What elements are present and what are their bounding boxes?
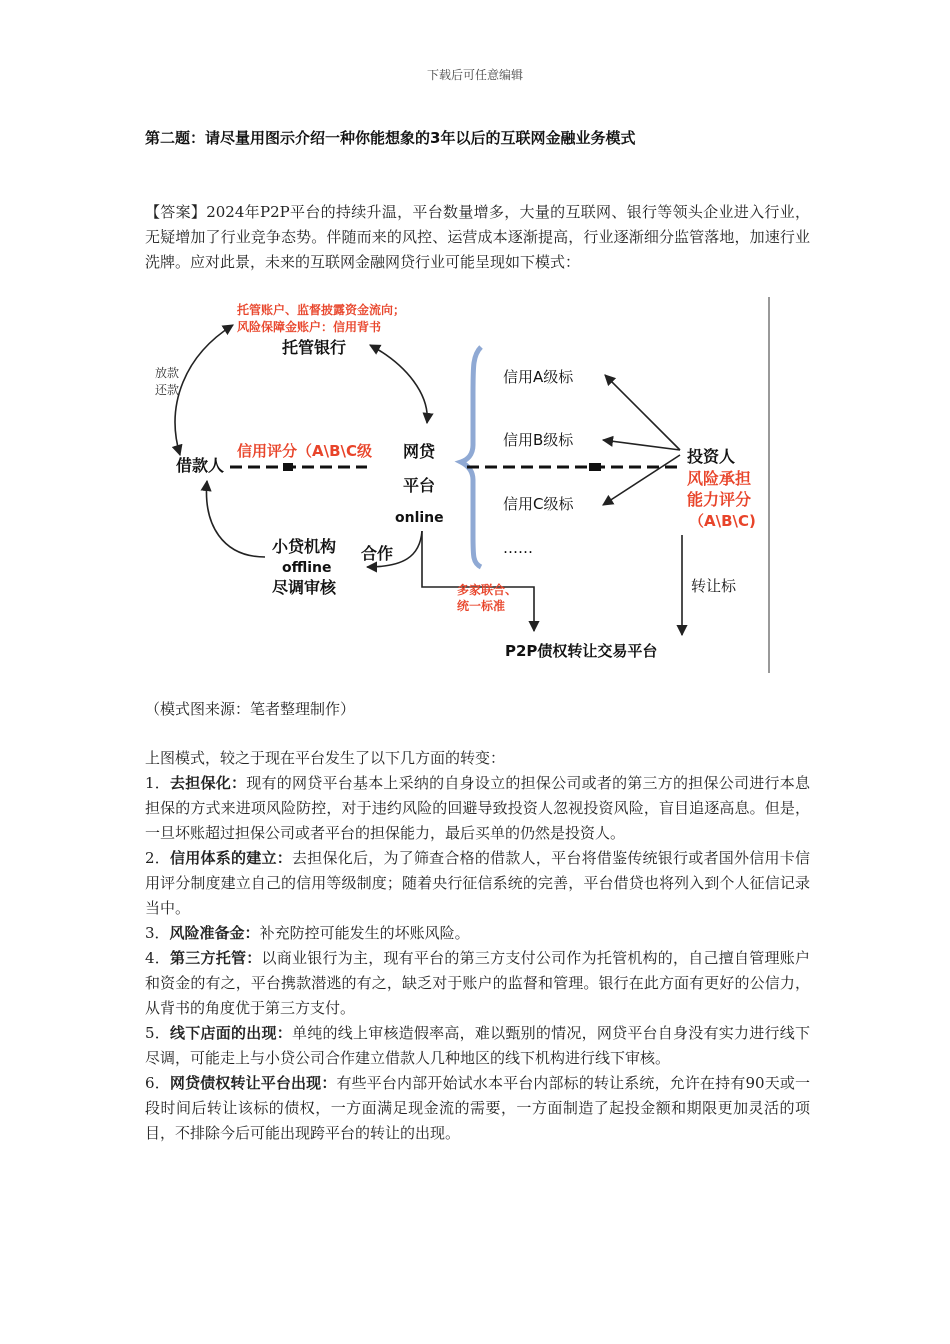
list-item [145, 846, 810, 921]
microloan-label-3: 尽调审核 [272, 578, 337, 597]
item-text: 有些平台内部开始试水本平台内部标的转让系统，允许在持有90天或一段时间后转让该标的债权，一方面满足现金流的需要，一方面制造了起投金额和期限更加灵活的项目，不排除今后可能出现跨平台的转让的出现。 [145, 1074, 810, 1142]
answer-paragraph: 【答案】2024年P2P平台的持续升温，平台数量增多，大量的互联网、银行等领头企业进入行业，无疑增加了行业竞争态势。伴随而来的风控、运营成本逐渐提高，行业逐渐细分监管落地，加速行业洗牌。应对此景，未来的互联网金融网贷行业可能呈现如下模式： [145, 203, 810, 271]
dash-block-right [589, 463, 601, 471]
item-heading: 去担保化： [170, 774, 247, 792]
item-number: 5． [145, 1024, 171, 1042]
list-item [145, 946, 810, 1021]
credit-score-label: 信用评分（A\B\C级 [237, 442, 373, 460]
platform-label-3: online [395, 510, 444, 526]
item-text: 单纯的线上审核造假率高，难以甄别的情况，网贷平台自身没有实力进行线下尽调，可能走上与小贷公司合作建立借款人几种地区的线下机构进行线下审核。 [145, 1024, 810, 1067]
union-label-2: 统一标准 [457, 599, 506, 613]
investor-tier-c-arrow [603, 455, 680, 505]
loan-label: 放款 [155, 366, 180, 380]
list-item [145, 1021, 810, 1071]
microloan-label-2: offline [282, 560, 332, 576]
changes-section [145, 746, 810, 1146]
tier-a-label: 信用A级标 [503, 368, 574, 386]
dash-block-left [283, 463, 293, 471]
tier-more-label: …… [503, 539, 533, 557]
diagram-caption: （模式图来源：笔者整理制作） [145, 700, 356, 718]
cooperate-label: 合作 [361, 544, 394, 563]
microloan-label-1: 小贷机构 [272, 537, 337, 556]
bank-platform-arrow [370, 345, 427, 423]
platform-label-2: 平台 [403, 476, 436, 495]
item-heading: 风险准备金： [169, 924, 260, 942]
item-heading: 信用体系的建立： [170, 849, 292, 867]
trustee-note-2: 风险保障金账户：信用背书 [237, 320, 382, 334]
item-number: 4． [145, 949, 171, 967]
risk-label-3: （A\B\C) [689, 512, 756, 530]
item-text: 去担保化后，为了筛查合格的借款人，平台将借鉴传统银行或者国外信用卡信用评分制度建立自己的信用等级制度；随着央行征信系统的完善，平台借贷也将列入到个人征信记录当中。 [145, 849, 810, 917]
changes-intro: 上图模式，较之于现在平台发生了以下几方面的转变： [145, 749, 506, 767]
item-number: 3． [145, 924, 170, 942]
item-heading: 网贷债权转让平台出现： [169, 1074, 337, 1092]
risk-label-2: 能力评分 [687, 490, 752, 509]
trustee-bank-label: 托管银行 [282, 338, 347, 357]
investor-label: 投资人 [687, 447, 736, 466]
list-item [145, 771, 810, 846]
item-heading: 线下店面的出现： [170, 1024, 292, 1042]
item-heading: 第三方托管： [170, 949, 262, 967]
exchange-label: P2P债权转让交易平台 [505, 642, 658, 660]
microloan-borrower-arrow [206, 481, 265, 557]
list-item [145, 921, 810, 946]
platform-label-1: 网贷 [403, 442, 436, 461]
item-number: 6． [145, 1074, 170, 1092]
item-text: 以商业银行为主，现有平台的第三方支付公司作为托管机构的，自己擅自管理账户和资金的有之，平台携款潜逃的有之，缺乏对于账户的监督和管理。银行在此方面有更好的公信力，从背书的角度优于第三方支付。 [145, 949, 810, 1017]
question-title: 第二题：请尽量用图示介绍一种你能想象的3年以后的互联网金融业务模式 [145, 129, 636, 147]
item-number: 1． [145, 774, 171, 792]
page-header: 下载后可任意编辑 [426, 68, 523, 82]
trustee-note-1: 托管账户、监督披露资金流向； [237, 303, 406, 317]
item-text: 补充防控可能发生的坏账风险。 [259, 924, 470, 942]
borrower-label: 借款人 [176, 456, 225, 475]
tier-c-label: 信用C级标 [503, 495, 574, 513]
business-model-diagram [145, 295, 775, 675]
tier-bracket [461, 347, 481, 567]
investor-tier-b-arrow [603, 440, 680, 450]
list-item [145, 1071, 810, 1146]
item-number: 2． [145, 849, 171, 867]
transfer-label: 转让标 [691, 577, 737, 595]
union-label-1: 多家联合、 [457, 583, 518, 597]
item-text: 现有的网贷平台基本上采纳的自身设立的担保公司或者的第三方的担保公司进行本息担保的方式来进项风险防控，对于违约风险的回避导致投资人忽视投资风险，盲目追逐高息。但是，一旦坏账超过担保公司或者平台的担保能力，最后买单的仍然是投资人。 [145, 774, 810, 842]
risk-label-1: 风险承担 [687, 469, 752, 488]
loan-arrow [175, 325, 233, 455]
investor-tier-a-arrow [605, 375, 680, 450]
repay-label: 还款 [155, 383, 180, 397]
tier-b-label: 信用B级标 [503, 431, 574, 449]
